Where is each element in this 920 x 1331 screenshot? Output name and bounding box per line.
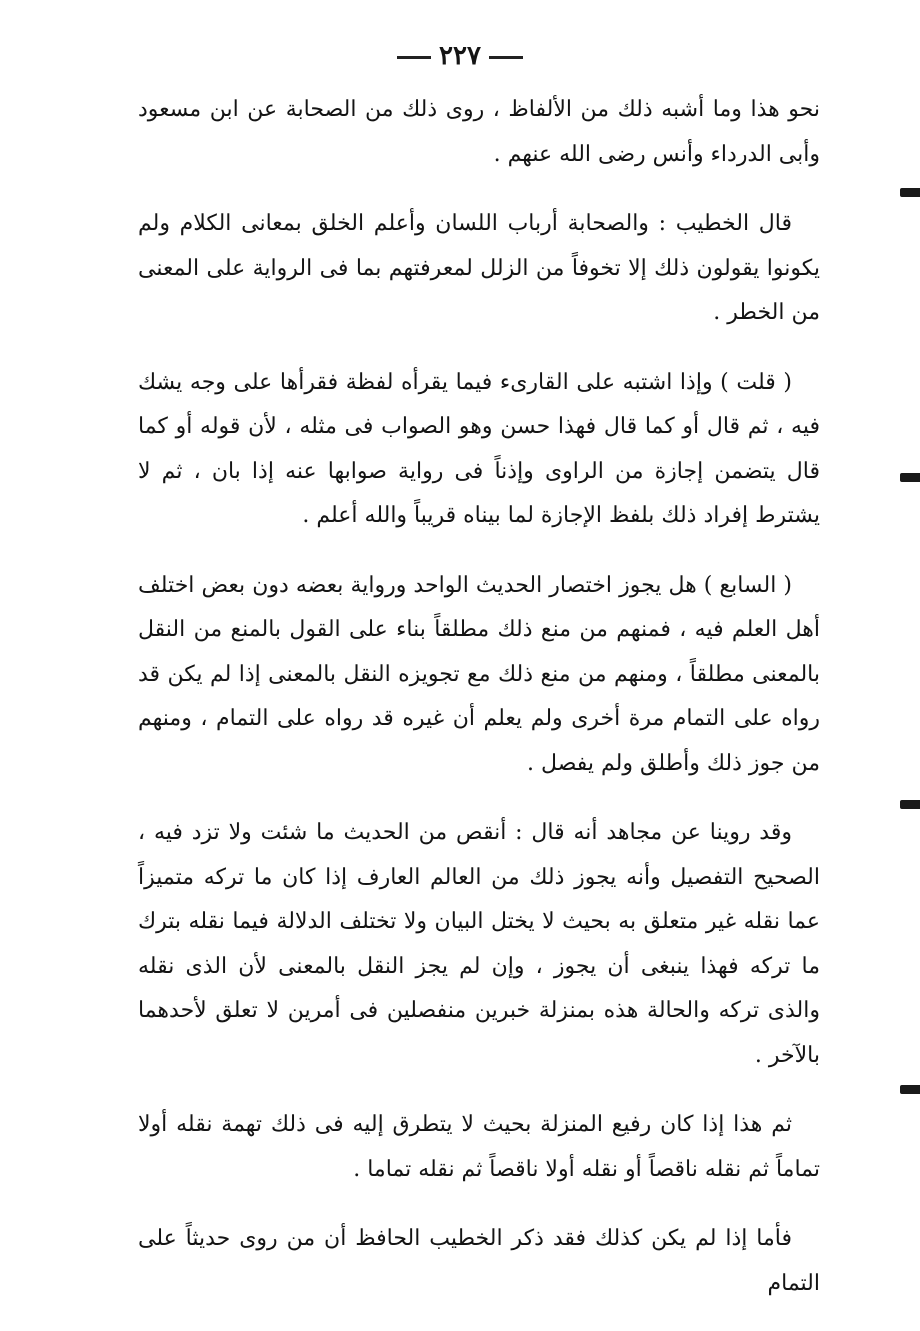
- paragraph-1: نحو هذا وما أشبه ذلك من الألفاظ ، روى ذلك من الصحابة عن ابن مسعود وأبى الدرداء وأنس رضى الله عنهم .: [138, 97, 820, 167]
- paragraph-3: ( قلت ) وإذا اشتبه على القارىء فيما يقرأه لفظة فقرأها على وجه يشك فيه ، ثم قال أو كما قال فهذا حسن وهو الصواب فى مثله ، لأن قوله أو كما قال يتضمن إجازة من الراوى وإذناً فى رواية صوابها عنه إذا بان ، ثم لا يشترط إفراد ذلك بلفظ الإجازة لما بيناه قريباً والله أعلم .: [138, 369, 820, 528]
- page-number-header: [0, 36, 920, 76]
- paragraph-4: ( السابع ) هل يجوز اختصار الحديث الواحد ورواية بعضه دون بعض اختلف أهل العلم فيه ، فمنهم من منع ذلك مطلقاً بناء على القول بالمنع من النقل بالمعنى مطلقاً ، ومنهم من منع ذلك مع تجويزه النقل بالمعنى إذا لم يكن قد رواه على التمام مرة أخرى ولم يعلم أن غيره قد رواه على التمام ، ومنهم من جوز ذلك وأطلق ولم يفصل .: [138, 572, 820, 776]
- header-dash-left: [489, 56, 523, 59]
- margin-mark-2: [900, 473, 920, 482]
- margin-mark-4: [900, 1085, 920, 1094]
- page-body-text: [138, 88, 820, 1331]
- paragraph-5: وقد روينا عن مجاهد أنه قال : أنقص من الحديث ما شئت ولا تزد فيه ، الصحيح التفصيل وأنه يجوز ذلك من العالم العارف إذا كان ما تركه متميزاً عما نقله غير متعلق به بحيث لا يختل البيان ولا تختلف الدلالة فيما نقله بترك ما تركه فهذا ينبغى أن يجوز ، وإن لم يجز النقل بالمعنى لأن الذى نقله والذى تركه والحالة هذه بمنزلة خبرين منفصلين فى أمرين لا تعلق لأحدهما بالآخر .: [138, 820, 820, 1068]
- paragraph-2: قال الخطيب : والصحابة أرباب اللسان وأعلم الخلق بمعانى الكلام ولم يكونوا يقولون ذلك إلا تخوفاً من الزلل لمعرفتهم بما فى الرواية على المعنى من الخطر .: [138, 211, 820, 325]
- page-number: ٢٢٧: [439, 41, 481, 71]
- margin-mark-3: [900, 800, 920, 809]
- paragraph-7: فأما إذا لم يكن كذلك فقد ذكر الخطيب الحافظ أن من روى حديثاً على التمام: [138, 1226, 820, 1296]
- paragraph-6: ثم هذا إذا كان رفيع المنزلة بحيث لا يتطرق إليه فى ذلك تهمة نقله أولا تماماً ثم نقله ناقصاً أو نقله أولا ناقصاً ثم نقله تماما .: [138, 1112, 820, 1182]
- header-dash-right: [397, 56, 431, 59]
- margin-mark-1: [900, 188, 920, 197]
